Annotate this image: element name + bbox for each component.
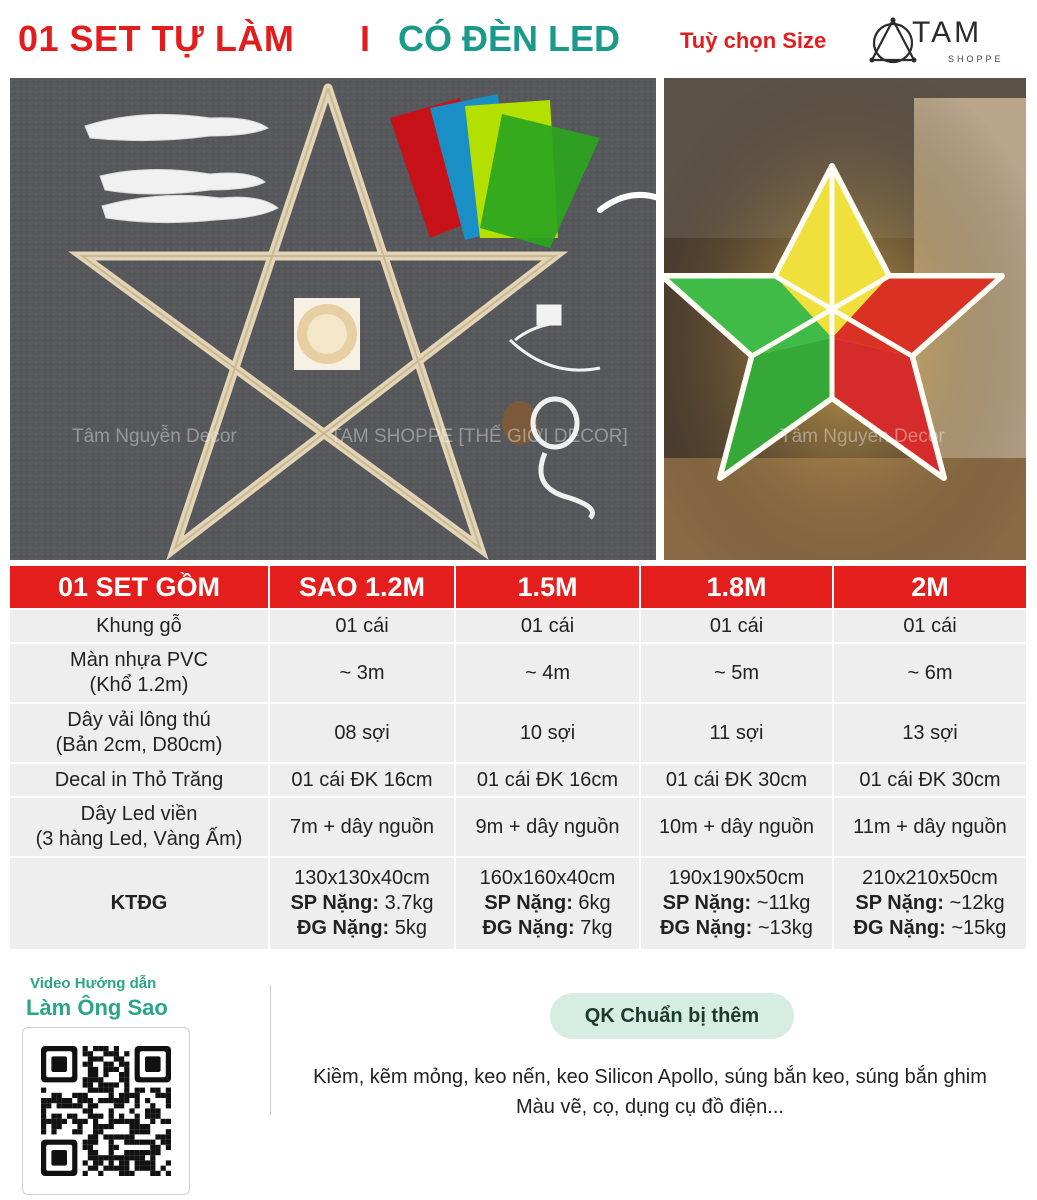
title-diy-set: 01 SET TỰ LÀM: [18, 18, 295, 59]
row-label-line1: Màn nhựa PVC: [70, 649, 208, 671]
table-cell: 01 cái ĐK 30cm: [640, 763, 833, 797]
table-row: [10, 797, 1026, 857]
table-header-cell: 2M: [833, 566, 1026, 609]
table-cell: 01 cái: [455, 609, 640, 643]
row-label-line2: (3 hàng Led, Vàng Ấm): [35, 828, 243, 850]
table-header-cell: 1.8M: [640, 566, 833, 609]
table-cell: ~ 3m: [269, 643, 455, 703]
row-label-line1: Dây vải lông thú: [67, 709, 211, 731]
product-weight-value: ~11kg: [756, 892, 811, 914]
table-row: [10, 609, 1026, 643]
table-cell: 01 cái ĐK 16cm: [455, 763, 640, 797]
ktdg-cell: [455, 857, 640, 949]
row-label-line2: (Bản 2cm, D80cm): [55, 734, 223, 756]
video-guide-title[interactable]: Làm Ông Sao: [26, 995, 168, 1020]
product-weight-label: SP Nặng:: [662, 892, 752, 914]
product-weight-value: ~12kg: [949, 892, 1005, 914]
table-row: [10, 703, 1026, 763]
row-label: [10, 703, 269, 763]
product-weight: [836, 891, 1024, 916]
product-weight-label: SP Nặng:: [855, 892, 944, 914]
table-cell: ~ 6m: [833, 643, 1026, 703]
product-weight-label: SP Nặng:: [484, 892, 573, 914]
table-cell: 7m + dây nguồn: [269, 797, 455, 857]
table-cell: 10m + dây nguồn: [640, 797, 833, 857]
qr-code-icon: [23, 1028, 189, 1194]
row-label: Khung gỗ: [10, 609, 269, 643]
video-guide-label: Video Hướng dẫn: [30, 975, 157, 992]
rabbit-decal: [294, 298, 360, 370]
table-cell: 01 cái ĐK 30cm: [833, 763, 1026, 797]
package-weight-label: ĐG Nặng:: [482, 917, 575, 939]
title-led: CÓ ĐÈN LED: [398, 18, 621, 59]
row-label: Decal in Thỏ Trăng: [10, 763, 269, 797]
package-weight-label: ĐG Nặng:: [853, 917, 946, 939]
package-dimensions: 190x190x50cm: [668, 867, 805, 889]
size-option-label: Tuỳ chọn Size: [680, 28, 827, 53]
package-weight-label: ĐG Nặng:: [660, 917, 753, 939]
package-weight: [272, 916, 452, 941]
kit-contents-illustration: [10, 78, 656, 560]
row-label: [10, 643, 269, 703]
row-label-line1: Dây Led viền: [80, 803, 198, 825]
table-cell: 08 sợi: [269, 703, 455, 763]
table-row: [10, 763, 1026, 797]
prepare-more-badge: QK Chuẩn bị thêm: [550, 993, 794, 1039]
table-header-cell: 1.5M: [455, 566, 640, 609]
kit-contents-photo: [10, 78, 656, 560]
product-weight: [272, 891, 452, 916]
brand-logo: [868, 12, 1026, 68]
lit-star-lantern-illustration: [664, 78, 1026, 560]
product-weight: [643, 891, 830, 916]
finished-lantern-photo: [664, 78, 1026, 560]
package-dimensions: 130x130x40cm: [294, 867, 430, 889]
ktdg-cell: [833, 857, 1026, 949]
table-cell: 9m + dây nguồn: [455, 797, 640, 857]
row-label: [10, 797, 269, 857]
watermark-left: Tâm Nguyễn Decor: [72, 426, 237, 447]
table-cell: 01 cái ĐK 16cm: [269, 763, 455, 797]
table-cell: 11m + dây nguồn: [833, 797, 1026, 857]
logo-triangle-icon: [868, 16, 918, 66]
product-weight-label: SP Nặng:: [290, 892, 380, 914]
ktdg-cell: [269, 857, 455, 949]
package-weight: [836, 916, 1024, 941]
package-weight-label: ĐG Nặng:: [296, 917, 390, 939]
package-dimensions: 160x160x40cm: [479, 867, 616, 889]
table-cell: 01 cái: [640, 609, 833, 643]
table-header-cell: SAO 1.2M: [269, 566, 455, 609]
table-header-row: [10, 566, 1026, 609]
row-label: KTĐG: [10, 857, 269, 949]
divider: [270, 985, 271, 1115]
table-cell: 13 sợi: [833, 703, 1026, 763]
table-row-ktdg: [10, 857, 1026, 949]
table-cell: ~ 4m: [455, 643, 640, 703]
extra-tools-list: Kiềm, kẽm mỏng, keo nến, keo Silicon Apollo, súng bắn keo, súng bắn ghim: [313, 1066, 987, 1088]
qr-code[interactable]: [22, 1027, 190, 1195]
table-cell: 01 cái: [269, 609, 455, 643]
package-weight: [458, 916, 637, 941]
table-cell: 01 cái: [833, 609, 1026, 643]
watermark-right: Tâm Nguyễn Decor: [780, 426, 945, 447]
table-cell: 10 sợi: [455, 703, 640, 763]
table-header-cell: 01 SET GỒM: [10, 566, 269, 609]
header: [0, 0, 1037, 78]
package-weight-value: 7kg: [580, 917, 613, 939]
watermark-center: TAM SHOPPE [THẾ GIỚI DECOR]: [330, 426, 628, 447]
package-dimensions: 210x210x50cm: [862, 867, 998, 889]
logo-subtitle: SHOPPE: [948, 54, 1004, 64]
package-weight-value: ~13kg: [757, 917, 813, 939]
package-weight: [643, 916, 830, 941]
ktdg-cell: [640, 857, 833, 949]
product-weight-value: 6kg: [578, 892, 611, 914]
table-cell: 11 sợi: [640, 703, 833, 763]
logo-name: TAM: [912, 16, 983, 49]
title-separator: I: [360, 18, 371, 59]
package-weight-value: ~15kg: [951, 917, 1007, 939]
table-cell: ~ 5m: [640, 643, 833, 703]
product-weight-value: 3.7kg: [384, 892, 434, 914]
package-weight-value: 5kg: [394, 917, 428, 939]
row-label-line2: (Khổ 1.2m): [89, 674, 189, 696]
extra-tools-list-2: Màu vẽ, cọ, dụng cụ đồ điện...: [516, 1096, 784, 1118]
set-contents-table: [10, 566, 1026, 949]
table-row: [10, 643, 1026, 703]
product-weight: [458, 891, 637, 916]
